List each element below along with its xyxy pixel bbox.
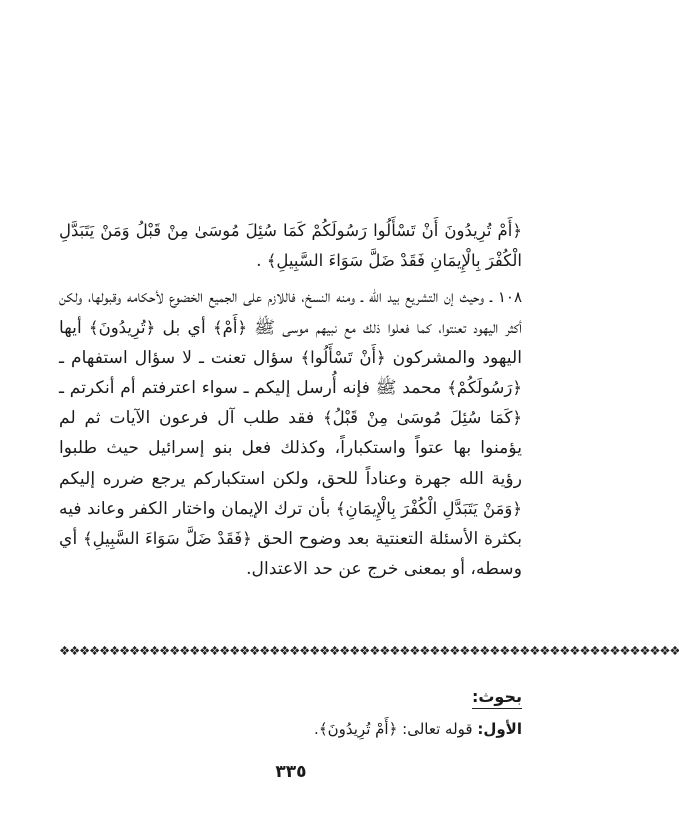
quran-quote-kama: ﴿كَمَا سُئِلَ مُوسَىٰ مِنْ قَبْلُ﴾: [323, 408, 522, 428]
quran-quote-am: ﴿أَمْ﴾: [212, 317, 248, 337]
commentary-paragraph: [59, 282, 522, 584]
commentary-text-6: فقد طلب آل فرعون الآيات ثم لم يؤمنوا بها عتواً واستكباراً، وكذلك فعل بنو إسرائيل حيث طلبوا رؤية الله جهرة وعناداً للحق، ولكن استكباركم يرجع ضرره إليكم: [59, 408, 522, 489]
quran-quote-tasalu: ﴿أَنْ تَسْأَلُوا﴾: [300, 347, 386, 367]
first-research-label: الأول:: [477, 720, 522, 738]
quran-quote-waman: ﴿وَمَنْ يَتَبَدَّلِ الْكُفْرَ بِالْإِيمَانِ﴾: [335, 498, 522, 518]
main-text: [59, 216, 522, 584]
commentary-text-8: أي وسطه، أو بمعنى خرج عن حد الاعتدال.: [59, 529, 522, 580]
first-research-text: قوله تعالى:: [397, 720, 478, 738]
commentary-text-5: محمد ﷺ فإنه أُرسل إليكم ـ سواء اعترفتم أم أنكرتم ـ: [59, 378, 448, 399]
commentary-text-1: ـ وحيث إن التشريع بيد الله ـ ومنه النسخ، فاللازم على الجميع الخضوع لأحكامه وقبولها، ولكن أكثر اليهود تعنتوا، كما فعلوا ذلك مع نبيهم موسى ﷺ: [59, 287, 522, 338]
first-research-end: .: [314, 720, 319, 738]
commentary-text-3: أيها اليهود والمشركون: [59, 317, 522, 368]
quran-quote-rasulakum: ﴿رَسُولَكُمْ﴾: [447, 378, 522, 398]
ornamental-divider: ❖❖❖❖❖❖❖❖❖❖❖❖❖❖❖❖❖❖❖❖❖❖❖❖❖❖❖❖❖❖❖❖❖❖❖❖❖❖❖❖❖❖❖❖❖❖❖❖❖❖❖❖❖❖❖❖❖❖❖❖❖❖: [59, 643, 679, 658]
section-heading: بحوث:: [472, 686, 522, 709]
commentary-text-7: بأن ترك الإيمان واختار الكفر وعاند فيه بكثرة الأسئلة التعنتية بعد وضوح الحق: [59, 498, 522, 550]
page-number: ٣٣٥: [275, 762, 307, 782]
quran-quote-turidun: ﴿تُرِيدُونَ﴾: [88, 317, 156, 337]
first-research-quote: ﴿أَمْ تُرِيدُونَ﴾: [318, 720, 398, 738]
quran-verse: ﴿أَمْ تُرِيدُونَ أَنْ تَسْأَلُوا رَسُولَكُمْ كَمَا سُئِلَ مُوسَىٰ مِنْ قَبْلُ وَمَنْ يَتَبَدَّلِ الْكُفْرَ بِالْإِيمَانِ فَقَدْ ضَلَّ سَوَاءَ السَّبِيلِ﴾ .: [59, 221, 522, 271]
verse-paragraph: [59, 216, 522, 276]
commentary-number: ١٠٨: [497, 288, 522, 307]
commentary-text-2: أي بل: [155, 317, 213, 338]
first-research-line: [314, 717, 522, 741]
commentary-text-4: سؤال تعنت ـ لا سؤال استفهام ـ: [59, 347, 301, 368]
quran-quote-faqad: ﴿فَقَدْ ضَلَّ سَوَاءَ السَّبِيلِ﴾: [82, 529, 252, 549]
